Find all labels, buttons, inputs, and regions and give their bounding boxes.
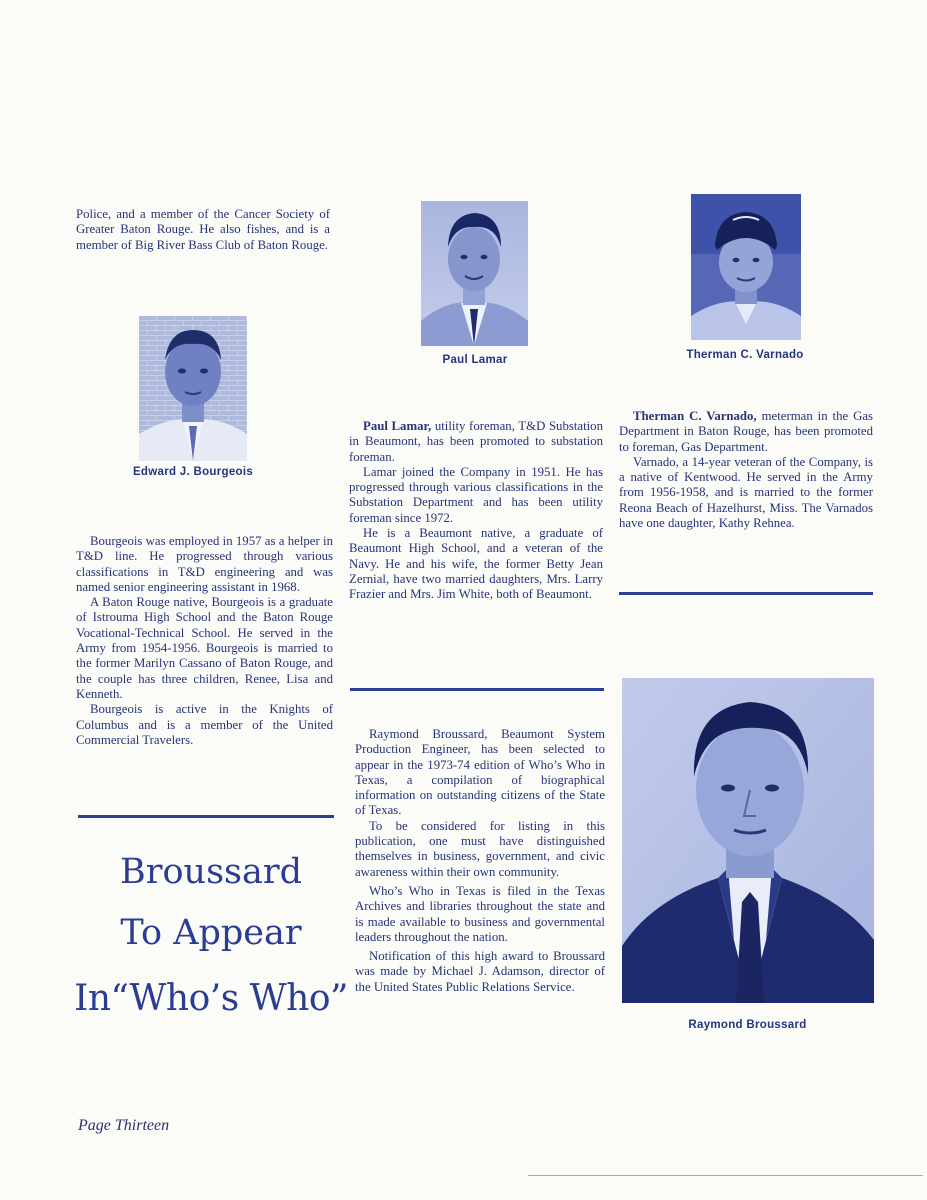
varnado-paragraph-2: Varnado, a 14-year veteran of the Company, is a native of Kentwood. He served in the Army from 1956-1958, and is married to the former Reona Beach of Hazelhurst, Miss. The Varnados have one daughter, Kathy Rehnea. <box>619 454 873 531</box>
broussard-caption: Raymond Broussard <box>688 1019 807 1031</box>
bourgeois-caption: Edward J. Bourgeois <box>132 466 254 478</box>
lamar-paragraph-3: He is a Beaumont native, a graduate of Beaumont High School, and a veteran of the Navy. He and his wife, the former Betty Jean Zernial, have two married daughters, Mrs. Larry Frazier and Mrs. Jim White, both of Beaumont. <box>349 526 603 602</box>
lamar-caption: Paul Lamar <box>442 354 508 366</box>
broussard-photo <box>622 678 874 1003</box>
varnado-photo <box>691 194 801 340</box>
intro-paragraph: Police, and a member of the Cancer Society of Greater Baton Rouge. He also fishes, and is a member of Big River Bass Club of Baton Rouge. <box>76 207 330 252</box>
varnado-paragraph-1-text: meterman in the Gas Department in Baton Rouge, has been promoted to foreman, Gas Department. <box>619 409 874 454</box>
broussard-paragraph-2: To be considered for listing in this publication, one must have distinguished themselves in business, government, and civic awareness within their own community. <box>355 818 605 879</box>
headline-line-2: To Appear <box>120 913 302 953</box>
bourgeois-paragraph-3: Bourgeois is active in the Knights of Columbus and is a member of the United Commercial Travelers. <box>76 702 333 747</box>
varnado-paragraph-1 <box>619 409 873 455</box>
broussard-paragraph-1: Raymond Broussard, Beaumont System Production Engineer, has been selected to appear in the 1973-74 edition of Who’s Who in Texas, a compilation of biographical information on outstanding citizens of the State of Texas. <box>355 727 605 818</box>
bourgeois-story <box>76 534 333 748</box>
bottom-edge-line <box>528 1175 923 1176</box>
bourgeois-paragraph-1: Bourgeois was employed in 1957 as a helper in T&D line. He progressed through various classifications in T&D engineering and was named senior engineering assistant in 1968. <box>76 534 333 594</box>
intro-text <box>76 207 330 253</box>
varnado-caption: Therman C. Varnado <box>686 349 804 361</box>
page-number: Page Thirteen <box>78 1117 170 1134</box>
lamar-paragraph-2: Lamar joined the Company in 1951. He has progressed through various classifications in the Substation Department and has been utility foreman since 1972. <box>349 464 603 525</box>
bourgeois-paragraph-2: A Baton Rouge native, Bourgeois is a graduate of Istrouma High School and the Baton Rouge Vocational-Technical School. He served in the Army from 1954-1956. Bourgeois is married to the former Marilyn Cassano of Baton Rouge, and the couple has three children, Renee, Lisa and Kenneth. <box>76 595 333 701</box>
headline-line-1: Broussard <box>120 852 302 892</box>
varnado-story <box>619 409 873 531</box>
broussard-story <box>355 727 605 995</box>
lamar-photo <box>421 201 528 346</box>
divider-left <box>78 815 334 818</box>
lamar-name: Paul Lamar, <box>363 419 432 433</box>
headline-line-3: In“Who’s Who” <box>74 978 348 1019</box>
lamar-paragraph-1-text: utility foreman, T&D Substation in Beaumont, has been promoted to substation foreman. <box>349 419 603 464</box>
divider-right <box>619 592 873 595</box>
headline <box>70 852 352 1019</box>
divider-middle <box>350 688 604 691</box>
broussard-paragraph-3: Who’s Who in Texas is filed in the Texas Archives and libraries throughout the state and is made available to business and governmental leaders throughout the nation. <box>355 883 605 944</box>
lamar-paragraph-1 <box>349 419 603 465</box>
bourgeois-photo <box>139 316 247 461</box>
varnado-name: Therman C. Varnado, <box>633 409 757 423</box>
broussard-paragraph-4: Notification of this high award to Broussard was made by Michael J. Adamson, director of the United States Public Relations Service. <box>355 949 605 994</box>
lamar-story <box>349 419 603 603</box>
